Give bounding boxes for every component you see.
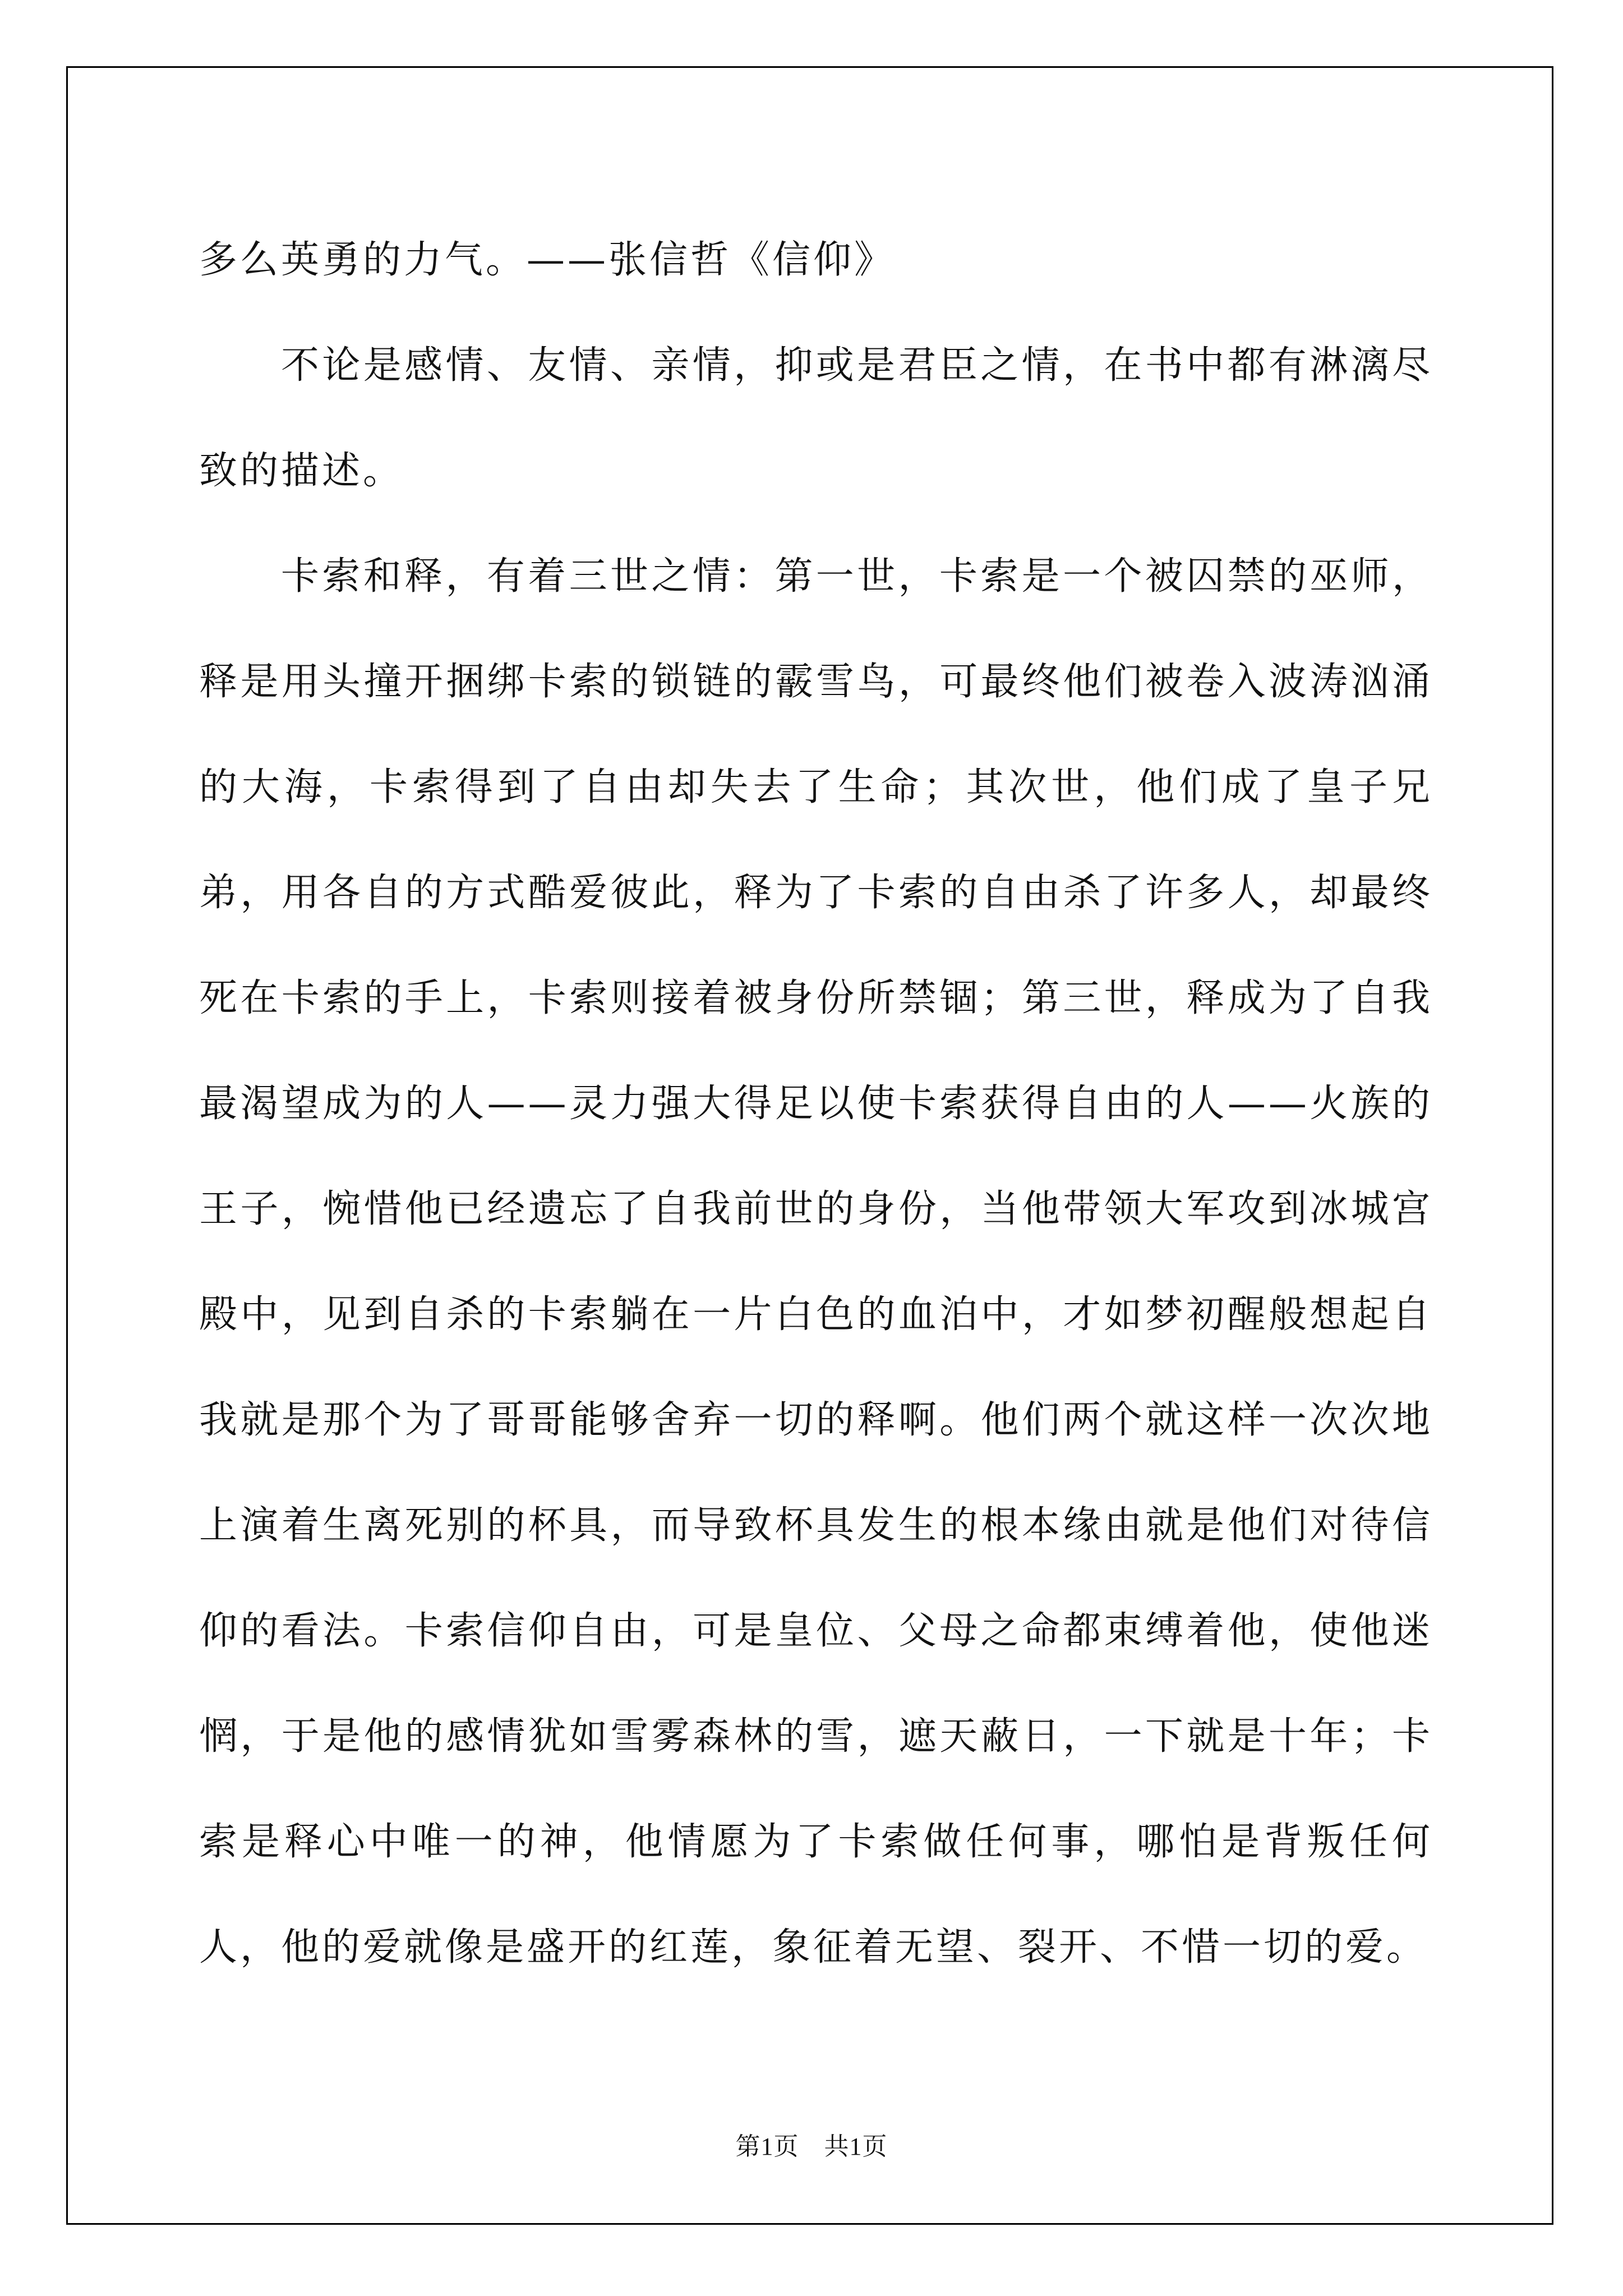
page-footer: 第1页 共1页: [735, 2133, 888, 2160]
document-body: [199, 208, 1433, 2000]
paragraph-emotions: 不论是感情、友情、亲情，抑或是君臣之情，在书中都有淋漓尽致的描述。: [199, 343, 1433, 493]
paragraph-quote-line: 多么英勇的力气。——张信哲《信仰》: [199, 238, 896, 282]
paragraph-three-lives: 卡索和释，有着三世之情：第一世，卡索是一个被囚禁的巫师，释是用头撞开捆绑卡索的锁链的霰雪鸟，可最终他们被卷入波涛汹涌的大海，卡索得到了自由却失去了生命；其次世，他们成了皇子兄弟，用各自的方式酷爱彼此，释为了卡索的自由杀了许多人，却最终死在卡索的手上，卡索则接着被身份所禁锢；第三世，释成为了自我最渴望成为的人——灵力强大得足以使卡索获得自由的人——火族的王子，惋惜他已经遗忘了自我前世的身份，当他带领大军攻到冰城宫殿中，见到自杀的卡索躺在一片白色的血泊中，才如梦初醒般想起自我就是那个为了哥哥能够舍弃一切的释啊。他们两个就这样一次次地上演着生离死别的杯具，而导致杯具发生的根本缘由就是他们对待信仰的看法。卡索信仰自由，可是皇位、父母之命都束缚着他，使他迷惘，于是他的感情犹如雪雾森林的雪，遮天蔽日，一下就是十年；卡索是释心中唯一的神，他情愿为了卡索做任何事，哪怕是背叛任何人，他的爱就像是盛开的红莲，象征着无望、裂开、不惜一切的爱。: [199, 554, 1433, 1970]
